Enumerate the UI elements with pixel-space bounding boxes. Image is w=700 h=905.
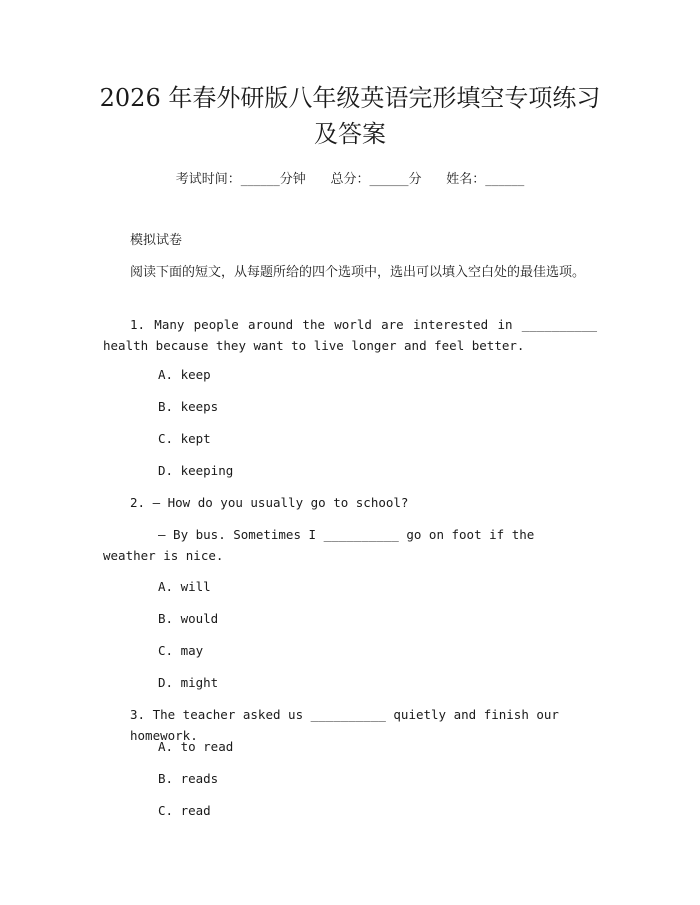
question-3-option-b: B. reads <box>158 771 219 786</box>
question-1-option-d: D. keeping <box>158 463 234 478</box>
exam-meta-line: 考试时间：______分钟 总分：______分 姓名：______ <box>175 172 525 187</box>
document-title: 2026 年春外研版八年级英语完形填空专项练习及答案 <box>99 84 601 148</box>
question-1-option-a: A. keep <box>158 367 211 382</box>
question-2-option-c: C. may <box>158 643 204 658</box>
instructions: 阅读下面的短文，从每题所给的四个选项中，选出可以填入空白处的最佳选项。 <box>130 265 586 280</box>
section-title: 模拟试卷 <box>130 233 183 248</box>
question-3-option-c: C. read <box>158 803 211 818</box>
question-2-option-b: B. would <box>158 611 219 626</box>
question-1-option-c: C. kept <box>158 431 211 446</box>
question-2-option-d: D. might <box>158 675 219 690</box>
question-1-stem: 1. Many people around the world are interested in __________ health because they want to live longer and feel better. <box>103 317 597 353</box>
question-2-stem: 2. — How do you usually go to school? <box>130 495 409 510</box>
question-1-option-b: B. keeps <box>158 399 219 414</box>
question-2-reply: — By bus. Sometimes I __________ go on foot if the weather is nice. <box>103 527 535 563</box>
question-3-stem: 3. The teacher asked us __________ quietly and finish our homework. <box>130 707 559 743</box>
question-3-option-a: A. to read <box>158 739 234 754</box>
question-2-option-a: A. will <box>158 579 211 594</box>
